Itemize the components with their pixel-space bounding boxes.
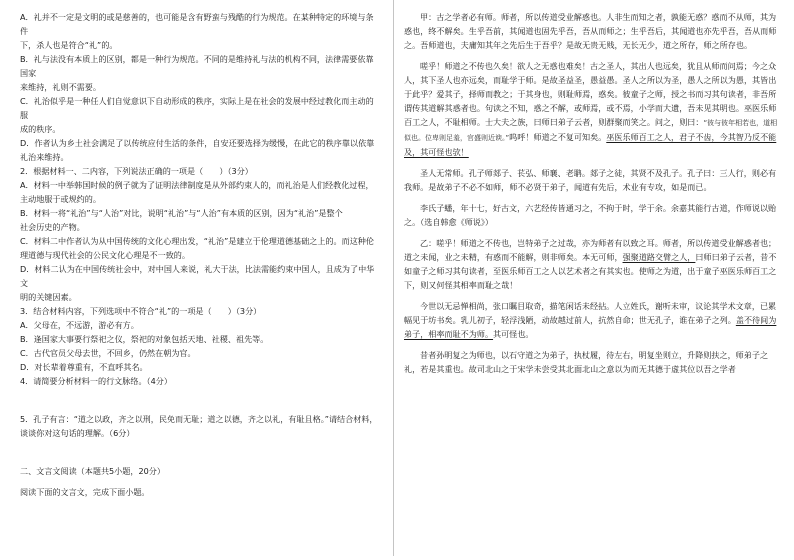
q1-option-c-line2: 成的秩序。 [20,124,61,134]
passage-yi-para1 [404,236,778,292]
passage-jia-para4: 李氏子蟠，年十七，好古文，六艺经传皆通习之，不拘于时，学于余。余嘉其能行古道，作师说以贻之。（选自韩愈《师说》） [404,203,777,227]
section2-instruction: 阅读下面的文言文，完成下面小题。 [20,487,150,497]
q3-stem: 3．结合材料内容，下列选项中不符合“礼”的一项是（ ）（3分） [20,306,262,316]
q4-stem: 4．请简要分析材料一的行文脉络。（4分） [20,376,172,386]
q1-option-d-line1: D．作者认为乡土社会满足了以传统应付生活的条件，自安还要选择为缓慢，在此它的秩序靠以依靠 [20,138,375,148]
q1-option-b-line2: 来维持，礼则不需要。 [20,82,101,92]
q2-option-d-line1: D．材料二认为在中国传统社会中，对中国人来说，礼大于法，比法需能约束中国人，且成为了中华文 [20,264,375,288]
q1-option-a-line2: 下，杀人也是符合“礼”的。 [20,40,118,50]
passage-yi-para2 [404,299,778,341]
q2-option-c-line2: 理道德与现代社会的公民文化心理是不一致的。 [20,250,190,260]
passage-yi-para2-text: 今世以无忌惮相尚，张口瞩目取奇，描笔闲话未经拈。人立姓氏，谢听未审，议论其学术文章，已累幅见于坊书矣。乳儿初子，轻浮浅陋，动故越过前人，抗然自命；世无孔子，谁在弟子之列。 [404,301,777,325]
column-divider [393,0,394,556]
passage-yi-para2-underlined: 盖不待间为弟子，相率而耻不为师。 [404,315,777,339]
passage-jia-para2 [404,59,778,159]
section2-title: 二、文言文阅读（本题共5小题，20分） [20,466,165,476]
right-column [404,10,778,555]
passage-yi-para1-b: 曰师曰弟子云者，昔不如童子之师习其句读者，至医乐师百工之人以艺术者之有其实也。使师之为道，出于童子巫医乐师百工之下， [404,252,777,290]
answer-space-q5 [20,440,380,464]
q3-option-d: D．对长辈着尊重有，不直呼其名。 [20,362,148,372]
passage-jia-para2-tail: 呜呼！师道之不复可知矣。 [509,132,607,142]
q3-option-b: B．逢国家大事要行祭祀之仪，祭祀的对象包括天地、社稷、祖先等。 [20,334,269,344]
left-column [20,10,380,555]
q3-option-c: C．古代官员父母去世，不回乡，仍然在朝为官。 [20,348,196,358]
passage-jia-para1-text: 古之学者必有师。师者，所以传道受业解惑也。人非生而知之者，孰能无惑？惑而不从师，其为惑也，终不解矣。生乎吾前，其闻道也固先乎吾，吾从而师之；生乎吾后，其闻道也亦先乎吾，吾从而师之。吾师道也，夫庸知其年之先后生于吾乎？是故无贵无贱，无长无少，道之所存，师之所存也。 [404,12,777,50]
q2-option-c-line1: C．材料二中作者认为从中国传统的文化心理出发，“礼治”是建立于伦理道德基础之上的。而这种伦 [20,236,374,246]
q5-stem-line2: 谈谈你对这句话的理解。（6分） [20,428,135,438]
q1-option-c-line1: C．礼治似乎是一种任人们自觉意识下自动形成的秩序，实际上是在社会的发展中经过教化而主动的服 [20,96,374,120]
q1-option-b-line1: B．礼与法没有本质上的区别，都是一种行为规范。不同的是维持礼与法的机构不同，法律需要依靠国家 [20,54,374,78]
q2-option-d-line2: 明的关键因素。 [20,292,77,302]
passage-jia-para1 [404,10,778,52]
passage-jia-para2-quote: “彼与彼年相若也，道相似也。位卑则足羞，官盛则近谀。” [404,119,778,142]
passage-jia-para2-underlined: 巫医乐师百工之人，君子不齿，今其智乃反不能及，其可怪也欤！ [404,132,777,157]
q1-option-a-line1: A．礼并不一定是文明的或是慈善的，也可能是含有野蛮与残酷的行为规范。在某种特定的环境与条件 [20,12,374,36]
passage-jia-para2-main: 嗟乎！师道之不传也久矣！欲人之无惑也难矣！古之圣人，其出人也远矣，犹且从师而问焉；今之众人，其下圣人也亦远矣，而耻学于师。是故圣益圣，愚益愚。圣人之所以为圣，愚人之所以为愚，其皆出于此乎？爱其子，择师而教之；于其身也，则耻师焉，惑矣。彼童子之师，授之书而习其句读者，非吾所谓传其道解其惑者也。句读之不知，惑之不解，或师焉，或不焉，小学而大遗，吾未见其明也。巫医乐师百工之人，不耻相师。士大夫之族，曰师曰弟子云者，则群聚而笑之。问之，则曰： [404,61,777,127]
q2-option-b-line2: 社会历史的产物。 [20,222,85,232]
passage-jia-label: 甲： [420,12,437,22]
q3-option-a: A．父母在，不远游，游必有方。 [20,320,139,330]
passage-yi-para1-c: 则又何怪其相率而耻之哉！ [420,280,518,290]
passage-yi-para1-underlined: 强聚道路交臂之人， [622,252,696,262]
q2-stem: 2．根据材料一、二内容，下列说法正确的一项是（ ）（3分） [20,166,253,176]
q2-option-a-line2: 主动地服于或规约的。 [20,194,101,204]
q5-stem-line1: 5．孔子有言：“道之以政，齐之以刑，民免而无耻；道之以德，齐之以礼，有耻且格。”请结合材料， [20,414,378,424]
q2-option-a-line1: A．材料一中举韩国时候的例子就为了证明法律制度是从外部约束人的，而礼治是人们经教化过程， [20,180,374,190]
passage-yi-para1-a: 嗟乎！师道之不传也，岂特弟子之过哉，亦为师者有以致之耳。师者，所以传道受业解惑者也；道之未闻，业之未精，有惑而不能解，则非师矣。本无可师， [404,238,777,262]
q1-option-d-line2: 礼治来维持。 [20,152,69,162]
passage-yi-label: 乙： [420,238,437,248]
answer-space-q4 [20,388,380,412]
passage-yi-para3: 昔者孙明复之为师也，以石守道之为弟子，执杖履，待左右，明复坐则立，升降则扶之，师弟子之礼，若是其重也。故司北山之于宋学未尝受其北面北山之意以为而无其德于虚其位以吾之学者 [404,350,769,374]
passage-yi-para2-tail: 其可怪也。 [493,329,534,339]
q2-option-b-line1: B．材料一将“礼治”与“人治”对比，说明“礼治”与“人治”有本质的区别，因为“礼治”是整个 [20,208,343,218]
passage-jia-para3: 圣人无常师。孔子师郯子、苌弘、师襄、老聃。郯子之徒，其贤不及孔子。孔子曰：三人行，则必有我师。是故弟子不必不如师，师不必贤于弟子，闻道有先后，术业有专攻，如是而已。 [404,168,777,192]
